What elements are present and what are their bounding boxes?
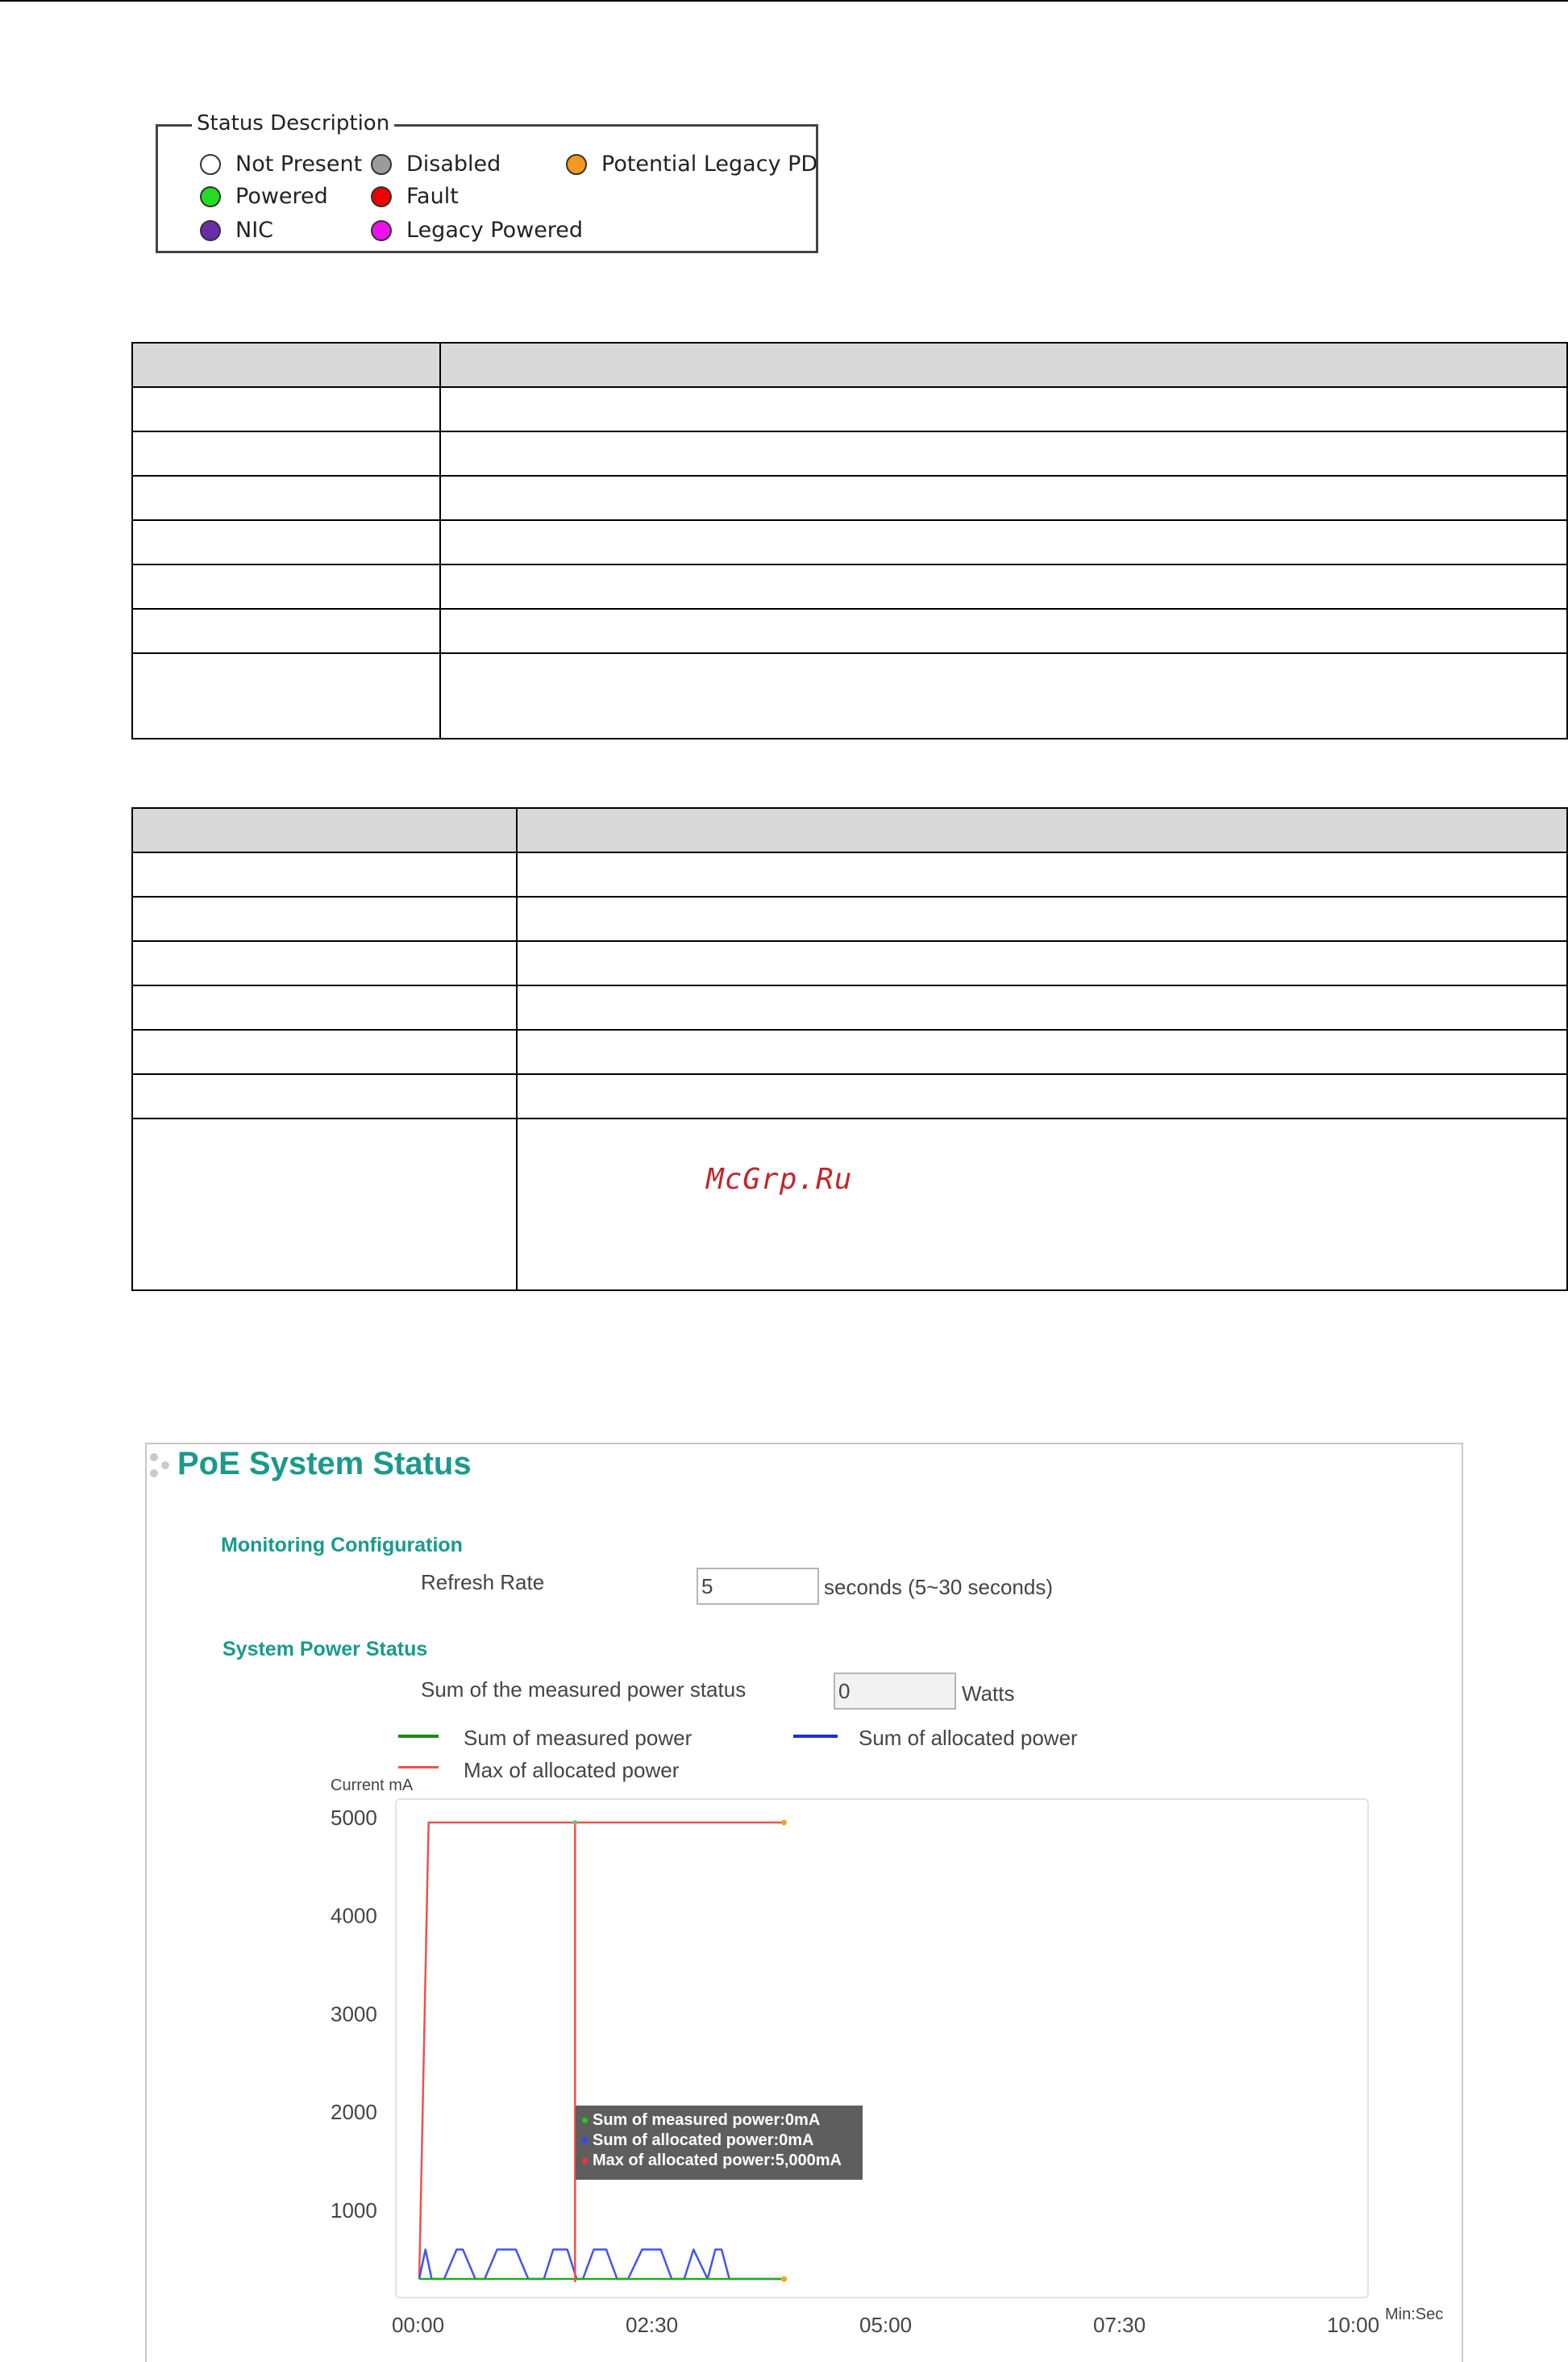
- panel-title: PoE System Status: [177, 1446, 472, 1481]
- chart-tooltip: [576, 2106, 863, 2180]
- status-legacy-powered: Legacy Powered: [371, 218, 583, 243]
- status-description-title: Status Description: [192, 111, 394, 135]
- refresh-rate-label: Refresh Rate: [421, 1570, 545, 1594]
- tooltip-measured-dot-icon: [582, 2118, 588, 2123]
- legend-measured-label: Sum of measured power: [464, 1726, 692, 1750]
- y-tick-label: 5000: [331, 1805, 377, 1830]
- status-fault: Fault: [371, 184, 459, 209]
- watermark: McGrp.Ru: [706, 1163, 853, 1196]
- series-end-point: [781, 1820, 787, 1826]
- x-tick-label: 10:00: [1327, 2313, 1380, 2337]
- y-tick-label: 4000: [331, 1903, 377, 1928]
- x-tick-label: 07:30: [1093, 2313, 1146, 2337]
- series-line-sum-of-allocated-power: [419, 2249, 784, 2279]
- x-axis-label: Min:Sec: [1385, 2306, 1444, 2323]
- series-line-max-of-allocated-power: [419, 1823, 784, 2279]
- status-powered: Powered: [200, 184, 328, 209]
- refresh-rate-input[interactable]: 5: [697, 1568, 819, 1605]
- status-disabled: Disabled: [371, 152, 501, 177]
- x-tick-label: 05:00: [859, 2313, 913, 2337]
- tooltip-max-dot-icon: [582, 2158, 588, 2164]
- tooltip-row-allocated: Sum of allocated power:0mA: [582, 2131, 856, 2151]
- series-end-point: [781, 2277, 787, 2282]
- watts-unit: Watts: [962, 1681, 1015, 1706]
- status-potential-legacy-pd: Potential Legacy PD: [566, 152, 817, 177]
- refresh-rate-hint: seconds (5~30 seconds): [824, 1575, 1054, 1599]
- legend-max-label: Max of allocated power: [464, 1758, 680, 1782]
- y-tick-label: 3000: [331, 2002, 377, 2027]
- status-not-present: Not Present: [200, 152, 362, 177]
- measured-power-status-field: 0: [834, 1673, 956, 1710]
- x-tick-label: 02:30: [626, 2313, 679, 2337]
- tooltip-allocated-dot-icon: [582, 2138, 588, 2143]
- y-axis-label: Current mA: [331, 1777, 414, 1794]
- status-nic: NIC: [200, 218, 273, 243]
- tooltip-row-measured: Sum of measured power:0mA: [582, 2110, 856, 2131]
- x-tick-label: 00:00: [392, 2313, 445, 2337]
- y-tick-label: 1000: [331, 2197, 377, 2222]
- tooltip-row-max: Max of allocated power:5,000mA: [582, 2151, 856, 2171]
- hover-point: [572, 1820, 577, 1825]
- system-power-status-title: System Power Status: [223, 1638, 428, 1660]
- measured-power-status-label: Sum of the measured power status: [421, 1677, 747, 1702]
- y-tick-label: 2000: [331, 2100, 377, 2125]
- legend-allocated-label: Sum of allocated power: [859, 1726, 1078, 1750]
- monitoring-configuration-title: Monitoring Configuration: [221, 1534, 463, 1556]
